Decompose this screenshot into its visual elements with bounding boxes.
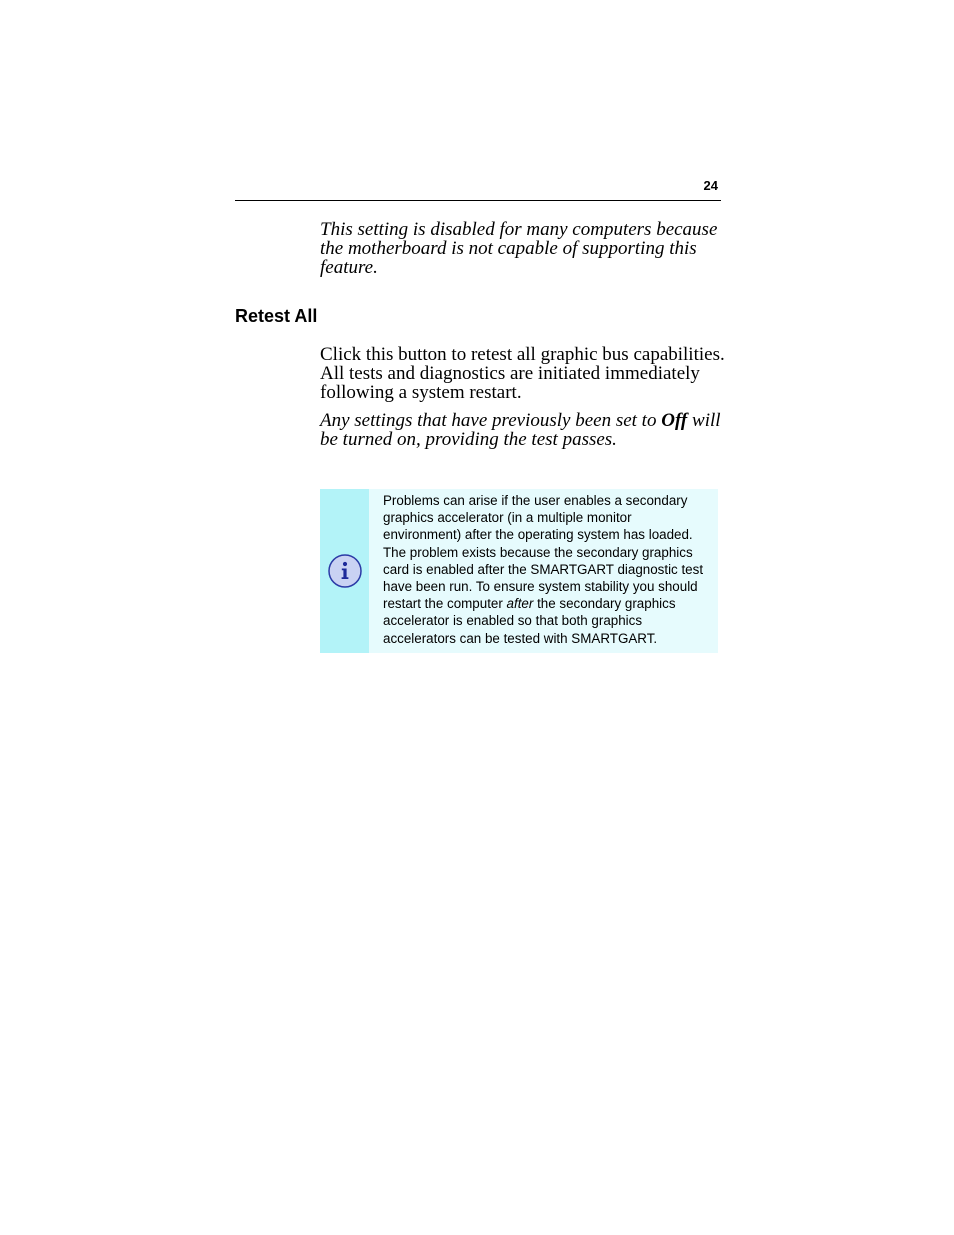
- page-number: 24: [703, 178, 718, 193]
- retest-note-text-after: will be turned on, providing the test passes.: [320, 410, 721, 450]
- retest-note-text-before: Any settings that have previously been set to: [320, 410, 662, 431]
- callout-emphasis: after: [506, 596, 534, 612]
- callout-text-before: Problems can arise if the user enables a secondary graphics accelerator (in a multiple monitor environment) after the operating system has loaded. The problem exists because the secondary graphics card is enabled after the SMARTGART diagnostic test have been run. To ensure system stability you should restart the computer: [383, 493, 704, 612]
- off-setting-term: Off: [661, 410, 688, 431]
- setting-disabled-note: This setting is disabled for many computers because the motherboard is not capable of supporting this feature.: [320, 219, 718, 278]
- info-icon: [327, 553, 363, 589]
- header-rule: [235, 200, 721, 201]
- info-callout: [320, 489, 718, 653]
- callout-text-after: the secondary graphics accelerator is enabled so that both graphics accelerators can be tested with SMARTGART.: [383, 596, 676, 646]
- callout-icon-column: [320, 489, 369, 653]
- callout-message: [383, 492, 712, 647]
- callout-text-area: [369, 489, 718, 653]
- section-heading-retest-all: Retest All: [235, 306, 318, 326]
- retest-all-note: [320, 411, 725, 449]
- retest-all-description: Click this button to retest all graphic bus capabilities. All tests and diagnostics are initiated immediately following a system restart.: [320, 344, 725, 403]
